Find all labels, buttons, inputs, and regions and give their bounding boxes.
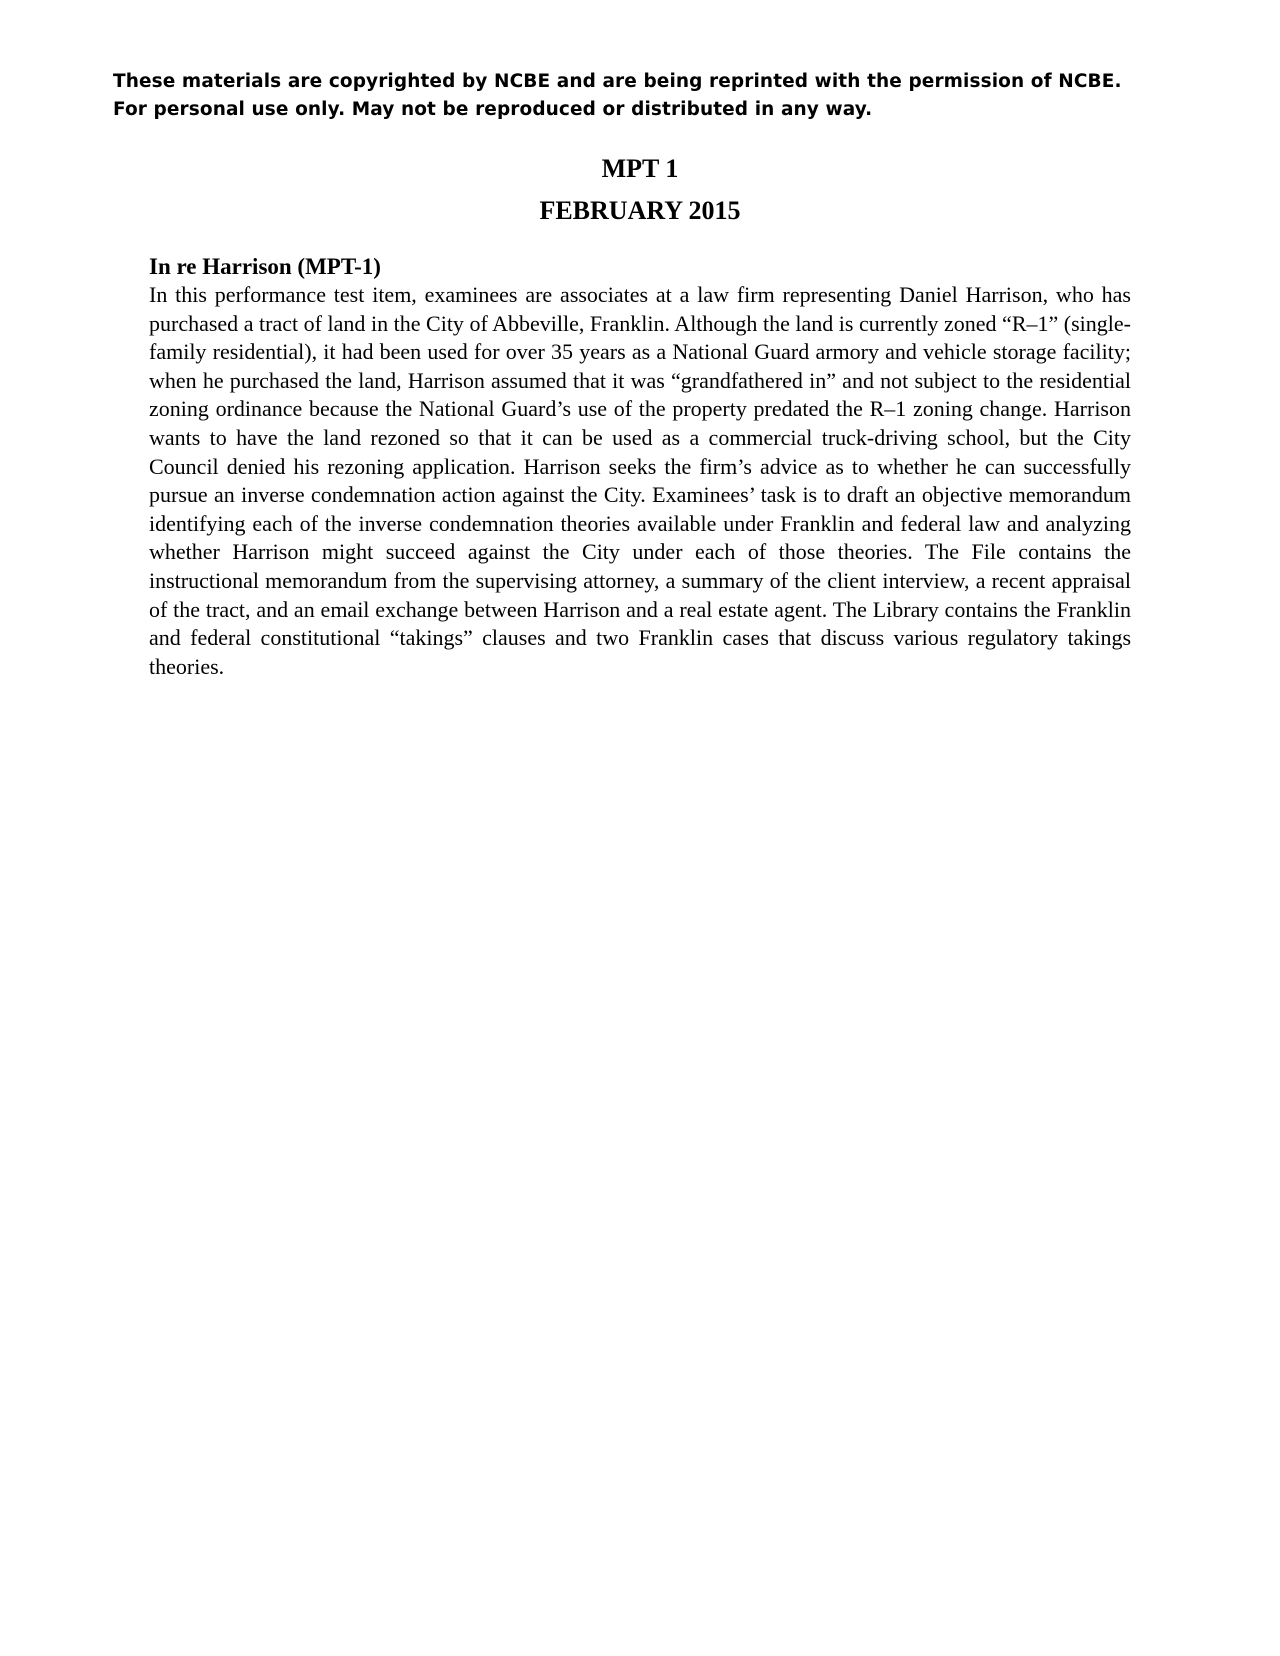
copyright-notice [113,68,1223,124]
item-title: In re Harrison (MPT-1) [149,254,381,279]
copyright-notice-line-1: These materials are copyrighted by NCBE and are being reprinted with the permission of NCBE. [113,71,1122,92]
copyright-notice-line-2: For personal use only. May not be reproduced or distributed in any way. [113,99,873,120]
document-title: MPT 1 [601,154,679,183]
document-date: FEBRUARY 2015 [539,196,741,225]
item-section [149,253,1131,681]
item-summary: In this performance test item, examinees are associates at a law firm representing Daniel Harrison, who has purchased a tract of land in the City of Abbeville, Franklin. Although the land is currently zoned “R–1” (single-family residential), it had been used for over 35 years as a National Guard armory and vehicle storage facility; when he purchased the land, Harrison assumed that it was “grandfathered in” and not subject to the residential zoning ordinance because the National Guard’s use of the property predated the R–1 zoning change. Harrison wants to have the land rezoned so that it can be used as a commercial truck-driving school, but the City Council denied his rezoning application. Harrison seeks the firm’s advice as to whether he can successfully pursue an inverse condemnation action against the City. Examinees’ task is to draft an objective memorandum identifying each of the inverse condemnation theories available under Franklin and federal law and analyzing whether Harrison might succeed against the City under each of those theories. The File contains the instructional memorandum from the supervising attorney, a summary of the client interview, a recent appraisal of the tract, and an email exchange between Harrison and a real estate agent. The Library contains the Franklin and federal constitutional “takings” clauses and two Franklin cases that discuss various regulatory takings theories. [149,282,1131,679]
document-header [0,148,1280,232]
